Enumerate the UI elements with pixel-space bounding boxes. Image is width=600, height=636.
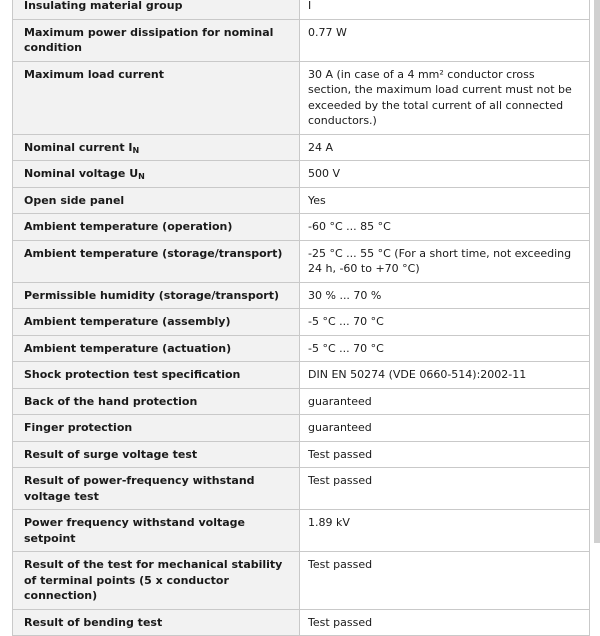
row-value: guaranteed xyxy=(300,415,590,442)
row-value: 30 % ... 70 % xyxy=(300,282,590,309)
row-label-text: Nominal voltage U xyxy=(24,167,139,180)
row-label: Open side panel xyxy=(13,187,300,214)
table-row xyxy=(13,214,590,241)
row-label: Back of the hand protection xyxy=(13,388,300,415)
row-value: 0.77 W xyxy=(300,19,590,61)
table-row xyxy=(13,61,590,134)
row-value: DIN EN 50274 (VDE 0660-514):2002-11 xyxy=(300,362,590,389)
table-row xyxy=(13,0,590,19)
row-label: Ambient temperature (assembly) xyxy=(13,309,300,336)
row-value: -5 °C ... 70 °C xyxy=(300,309,590,336)
row-label-subscript: N xyxy=(132,145,140,155)
row-value: 1.89 kV xyxy=(300,510,590,552)
row-label xyxy=(13,161,300,188)
row-label-text: Nominal current I xyxy=(24,140,133,154)
row-value: -25 °C ... 55 °C (For a short time, not exceeding 24 h, -60 to +70 °C) xyxy=(300,240,590,282)
table-row xyxy=(13,552,590,610)
row-value: Test passed xyxy=(300,609,590,636)
row-value: -5 °C ... 70 °C xyxy=(300,335,590,362)
technical-data-table xyxy=(12,0,590,636)
table-row xyxy=(13,161,590,188)
row-label: Maximum power dissipation for nominal condition xyxy=(13,19,300,61)
row-label: Insulating material group xyxy=(13,0,300,19)
row-value: 500 V xyxy=(300,161,590,188)
table-row xyxy=(13,468,590,510)
row-value: Test passed xyxy=(300,441,590,468)
table-row xyxy=(13,240,590,282)
table-row xyxy=(13,335,590,362)
row-label-subscript: N xyxy=(138,172,145,181)
window-edge xyxy=(594,0,600,543)
table-row xyxy=(13,388,590,415)
row-value: Test passed xyxy=(300,552,590,610)
row-label: Permissible humidity (storage/transport) xyxy=(13,282,300,309)
row-label xyxy=(13,134,300,161)
row-value: Test passed xyxy=(300,468,590,510)
row-label: Result of bending test xyxy=(13,609,300,636)
row-label: Result of power-frequency withstand voltage test xyxy=(13,468,300,510)
table-row xyxy=(13,362,590,389)
row-label: Ambient temperature (actuation) xyxy=(13,335,300,362)
table-row xyxy=(13,609,590,636)
row-value: 30 A (in case of a 4 mm² conductor cross section, the maximum load current must not be exceeded by the total current of all connected conductors.) xyxy=(300,61,590,134)
table-row xyxy=(13,441,590,468)
row-label: Power frequency withstand voltage setpoint xyxy=(13,510,300,552)
row-label: Maximum load current xyxy=(13,61,300,134)
table-row xyxy=(13,19,590,61)
table-row xyxy=(13,510,590,552)
row-value: 24 A xyxy=(300,134,590,161)
row-value: guaranteed xyxy=(300,388,590,415)
table-row xyxy=(13,309,590,336)
row-label: Shock protection test specification xyxy=(13,362,300,389)
table-row xyxy=(13,415,590,442)
row-label: Ambient temperature (operation) xyxy=(13,214,300,241)
row-label: Finger protection xyxy=(13,415,300,442)
row-value: -60 °C ... 85 °C xyxy=(300,214,590,241)
table-row xyxy=(13,187,590,214)
table-row xyxy=(13,134,590,161)
table-row xyxy=(13,282,590,309)
row-label: Result of the test for mechanical stability of terminal points (5 x conductor connection) xyxy=(13,552,300,610)
row-value: Yes xyxy=(300,187,590,214)
row-label: Result of surge voltage test xyxy=(13,441,300,468)
row-value: I xyxy=(300,0,590,19)
row-label: Ambient temperature (storage/transport) xyxy=(13,240,300,282)
